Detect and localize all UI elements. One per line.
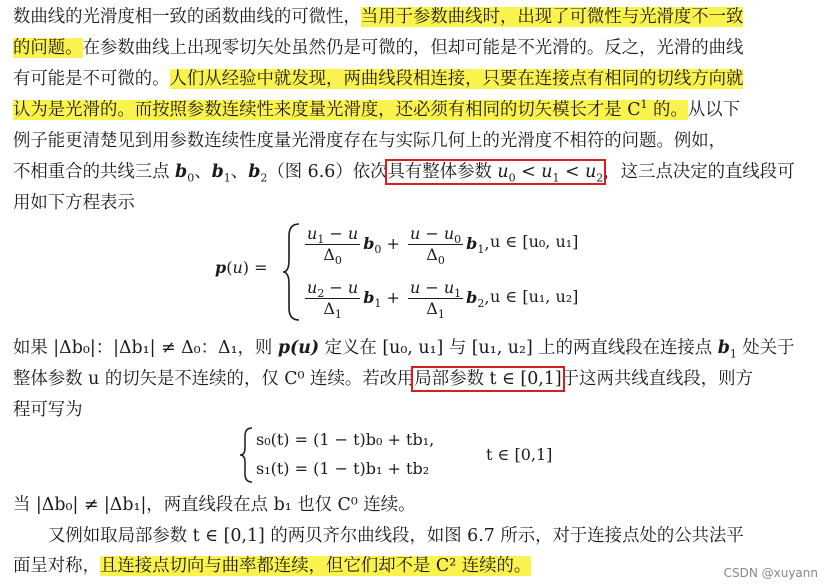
equation2-row1: s₀(t) = (1 − t)b₀ + tb₁, (256, 430, 435, 449)
text-line-5 (13, 126, 726, 156)
text-run: p(u) (277, 338, 320, 358)
text-run: ，这三点决定的直线段可 (603, 162, 795, 182)
equation1-row2-condition: u ∈ [u₁, u₂] (490, 287, 579, 306)
text-run: 不相重合的共线三点 (13, 162, 176, 182)
text-run: 在参数曲线上出现零切矢处虽然仍是可微的，但却可能是不光滑的。反之，光滑的曲线 (82, 38, 744, 58)
points-b0-b1-b2: $b_0$、$b_1$、$b_2$ (175, 162, 268, 185)
text-line-2 (13, 33, 743, 63)
text-run: （图 6.6）依次 (267, 162, 388, 182)
highlighted-text: 且连接点切向与曲率都连续，但它们却不是 C² 连续的。 (99, 556, 532, 576)
text-line-8 (13, 333, 795, 363)
text-run: 处关于 (736, 338, 795, 358)
text-run: 有可能是不可微的。 (13, 69, 170, 89)
superscript: 1 (640, 98, 648, 112)
text-line-11 (13, 490, 416, 520)
text-run: 又例如取局部参数 t ∈ [0,1] 的两贝齐尔曲线段，如图 6.7 所示，对于连接点处的公共法平 (48, 526, 744, 546)
text-run: 从以下 (687, 100, 741, 120)
text-line-7 (13, 188, 135, 218)
text-line-12 (48, 521, 744, 551)
point-b1: $b_1$ (717, 338, 737, 361)
equation1-row1: $\frac{u_1 - u}{\Delta_0}$ $b_0$ + $\frac{u - u_0}{\Delta_0}$ $b_1$, (307, 224, 490, 268)
text-run: 程可写为 (13, 400, 83, 420)
text-line-1 (13, 2, 743, 32)
text-run: 具有整体参数 (387, 162, 498, 182)
text-line-4 (13, 95, 740, 125)
highlighted-text (135, 100, 688, 120)
left-brace-icon (239, 426, 255, 484)
text-line-6 (13, 157, 795, 187)
equation1-row1-condition: u ∈ [u₀, u₁] (490, 232, 579, 251)
text-run: 如果 |Δb₀|：|Δb₁| ≠ Δ₀：Δ₁，则 (13, 338, 278, 358)
text-run: 数曲线的光滑度相一致的函数曲线的可微性， (13, 7, 361, 27)
equation2-condition: t ∈ [0,1] (486, 445, 553, 464)
highlighted-text: 的问题。 (13, 38, 83, 58)
text-run: 面呈对称， (13, 556, 100, 576)
text-run: 而按照参数连续性来度量光滑度，还必须有相同的切矢模长才是 C (134, 100, 641, 120)
text-run: 定义在 [u₀, u₁] 与 [u₁, u₂] 上的两直线段在连接点 (319, 338, 718, 358)
equation1-row2: $\frac{u_2 - u}{\Delta_1}$ $b_1$ + $\frac{u - u_1}{\Delta_1}$ $b_2$, (307, 278, 490, 322)
left-brace-icon (283, 222, 303, 322)
equation2-row2: s₁(t) = (1 − t)b₁ + tb₂ (256, 459, 430, 478)
text-run: 用如下方程表示 (13, 193, 135, 213)
text-line-10 (13, 395, 83, 425)
text-run: 当 |Δb₀| ≠ |Δb₁|，两直线段在点 b₁ 也仅 C⁰ 连续。 (13, 495, 416, 515)
text-line-13 (13, 551, 531, 581)
highlighted-text: 认为是光滑的。 (13, 100, 135, 120)
boxed-global-parameter (387, 162, 604, 185)
text-run: 于这两共线直线段，则方 (561, 369, 753, 389)
text-line-9 (13, 364, 753, 394)
watermark: CSDN @xuyann (723, 566, 818, 580)
highlighted-text: 当用于参数曲线时，出现了可微性与光滑度不一致 (360, 7, 744, 27)
boxed-local-parameter: 局部参数 t ∈ [0,1] (414, 369, 562, 389)
text-run: 例子能更清楚见到用参数连续性度量光滑度存在与实际几何上的光滑度不相符的问题。例如， (13, 131, 727, 151)
text-run: 的。 (647, 100, 688, 120)
inequality-u0-u1-u2: $u_0 < u_1 < u_2$ (497, 162, 604, 185)
equation-lhs: p(u) = (215, 258, 268, 277)
highlighted-text: 人们从经验中就发现，两曲线段相连接，只要在连接点有相同的切线方向就 (169, 69, 744, 89)
text-run: 整体参数 u 的切矢是不连续的，仅 C⁰ 连续。若改用 (13, 369, 415, 389)
text-line-3 (13, 64, 743, 94)
